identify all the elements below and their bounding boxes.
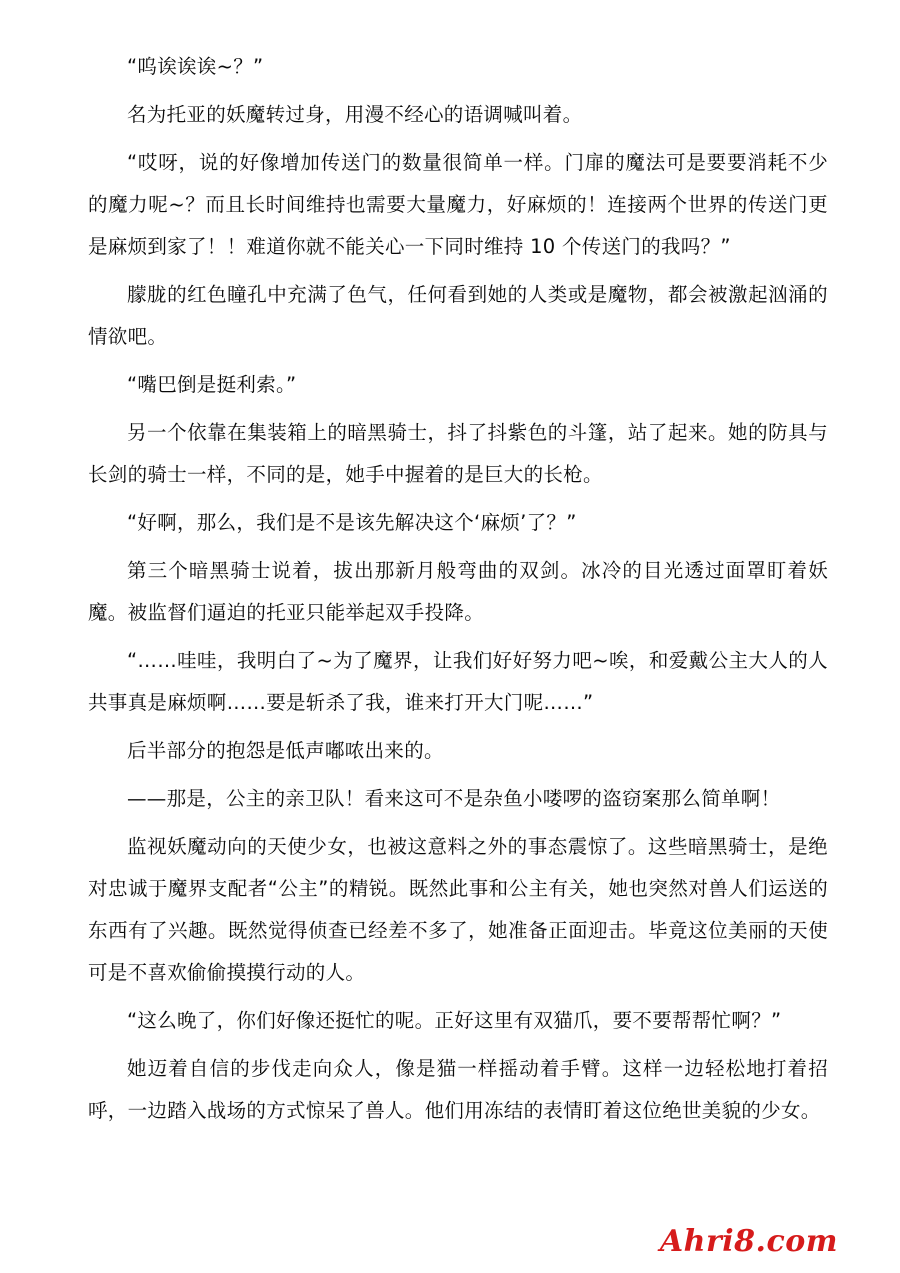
paragraph: ——那是，公主的亲卫队！看来这可不是杂鱼小喽啰的盗窃案那么简单啊！ — [127, 787, 781, 810]
paragraph: 朦胧的红色瞳孔中充满了色气，任何看到她的人类或是魔物，都会被激起汹涌的情欲吧。 — [88, 283, 828, 348]
document-body — [88, 46, 828, 1138]
paragraph: 监视妖魔动向的天使少女，也被这意料之外的事态震惊了。这些暗黑骑士，是绝对忠诚于魔界支配者“公主”的精锐。既然此事和公主有关，她也突然对兽人们运送的东西有了兴趣。既然觉得侦查已经差不多了，她准备正面迎击。毕竟这位美丽的天使可是不喜欢偷偷摸摸行动的人。 — [88, 835, 828, 984]
paragraph: 名为托亚的妖魔转过身，用漫不经心的语调喊叫着。 — [127, 103, 583, 126]
paragraph: 后半部分的抱怨是低声嘟哝出来的。 — [127, 739, 444, 762]
paragraph: “哎呀，说的好像增加传送门的数量很简单一样。门扉的魔法可是要要消耗不少的魔力呢~？而且长时间维持也需要大量魔力，好麻烦的！连接两个世界的传送门更是麻烦到家了！！难道你就不能关心一下同时维持 10 个传送门的我吗？” — [88, 151, 828, 258]
paragraph: 第三个暗黑骑士说着，拔出那新月般弯曲的双剑。冰冷的目光透过面罩盯着妖魔。被监督们逼迫的托亚只能举起双手投降。 — [88, 559, 828, 624]
paragraph: “好啊，那么，我们是不是该先解决这个‘麻烦’了？” — [127, 511, 577, 534]
paragraph: “这么晚了，你们好像还挺忙的呢。正好这里有双猫爪，要不要帮帮忙啊？” — [127, 1009, 782, 1032]
paragraph: 另一个依靠在集装箱上的暗黑骑士，抖了抖紫色的斗篷，站了起来。她的防具与长剑的骑士一样，不同的是，她手中握着的是巨大的长枪。 — [88, 421, 828, 486]
site-watermark: Ahri8.com — [659, 1224, 838, 1259]
paragraph: 她迈着自信的步伐走向众人，像是猫一样摇动着手臂。这样一边轻松地打着招呼，一边踏入战场的方式惊呆了兽人。他们用冻结的表情盯着这位绝世美貌的少女。 — [88, 1057, 828, 1122]
paragraph: “……哇哇，我明白了~为了魔界，让我们好好努力吧~唉，和爱戴公主大人的人共事真是麻烦啊……要是斩杀了我，谁来打开大门呢……” — [88, 649, 828, 714]
paragraph: “嘴巴倒是挺利索。” — [127, 373, 297, 396]
paragraph: “呜诶诶诶~？” — [127, 55, 264, 78]
